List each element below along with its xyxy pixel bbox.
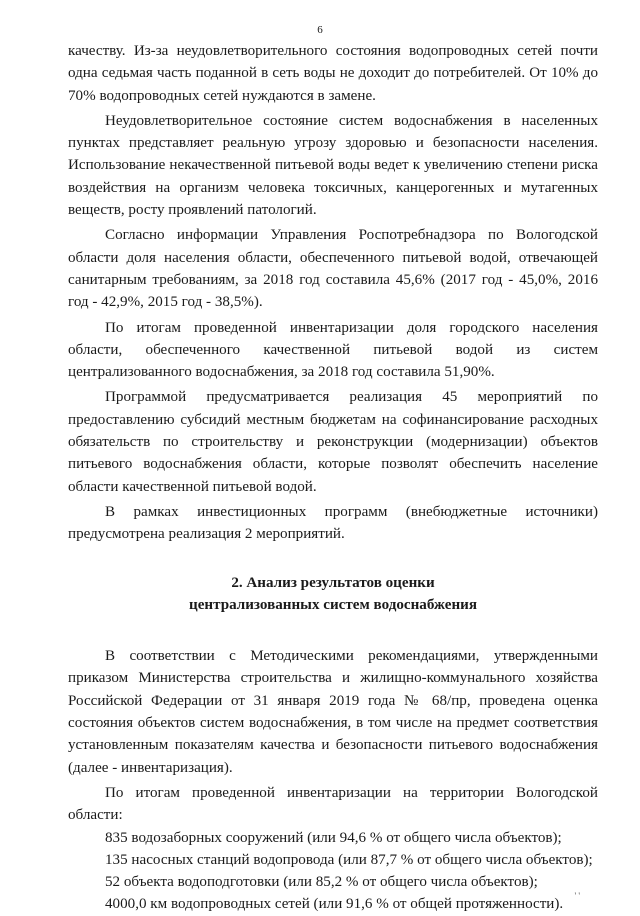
paragraph: Программой предусматривается реализация 45 мероприятий по предоставлению субсидий местным бюджетам на софинансирование расходных обязательств по строительству и реконструкции (модернизации) объектов питьевого водоснабжения области, которые позволят обеспечить население области качественной питьевой водой. (68, 389, 598, 495)
paragraph: По итогам проведенной инвентаризации доля городского населения области, обеспеченного качественной питьевой водой из систем централизованного водоснабжения, за 2018 год составила 51,90%. (68, 319, 598, 381)
document-body (68, 40, 598, 916)
list-item: 135 насосных станций водопровода (или 87,7 % от общего числа объектов); (105, 851, 593, 868)
paragraph: Согласно информации Управления Роспотребнадзора по Вологодской области доля населения области, обеспеченного питьевой водой, отвечающей санитарным требованиям, за 2018 год составила 45,6% (2017 год - 45,0%, 2016 год - 42,9%, 2015 год - 38,5%). (68, 227, 598, 311)
section-heading-line2: централизованных систем водоснабжения (189, 596, 477, 613)
list-item: 835 водозаборных сооружений (или 94,6 % от общего числа объектов); (105, 829, 562, 846)
section-heading-line1: 2. Анализ результатов оценки (231, 574, 435, 591)
footer-mark: ' ' (574, 891, 580, 901)
page-number: 6 (317, 24, 323, 36)
list-item: 4000,0 км водопроводных сетей (или 91,6 % от общей протяженности). (105, 896, 564, 913)
paragraph: качеству. Из-за неудовлетворительного состояния водопроводных сетей почти одна седьмая часть поданной в сеть воды не доходит до потребителей. От 10% до 70% водопроводных сетей нуждаются в замене. (68, 43, 598, 104)
paragraph: Неудовлетворительное состояние систем водоснабжения в населенных пунктах представляет реальную угрозу здоровью и безопасности населения. Использование некачественной питьевой воды ведет к увеличению степени риска воздействия на организм человека токсичных, канцерогенных и мутагенных веществ, росту проявлений патологий. (68, 112, 598, 219)
paragraph: В рамках инвестиционных программ (внебюджетные источники) предусмотрена реализация 2 мероприятий. (68, 503, 598, 543)
paragraph: В соответствии с Методическими рекомендациями, утвержденными приказом Министерства строительства и жилищно-коммунального хозяйства Российской Федерации от 31 января 2019 года № 68/пр, проведена оценка состояния объектов систем водоснабжения, в том числе на предмет соответствия установленным показателям качества и безопасности питьевого водоснабжения (далее - инвентаризация). (68, 648, 598, 776)
list-item: 52 объекта водоподготовки (или 85,2 % от общего числа объектов); (105, 874, 538, 891)
paragraph: По итогам проведенной инвентаризации на территории Вологодской области: (68, 784, 598, 824)
